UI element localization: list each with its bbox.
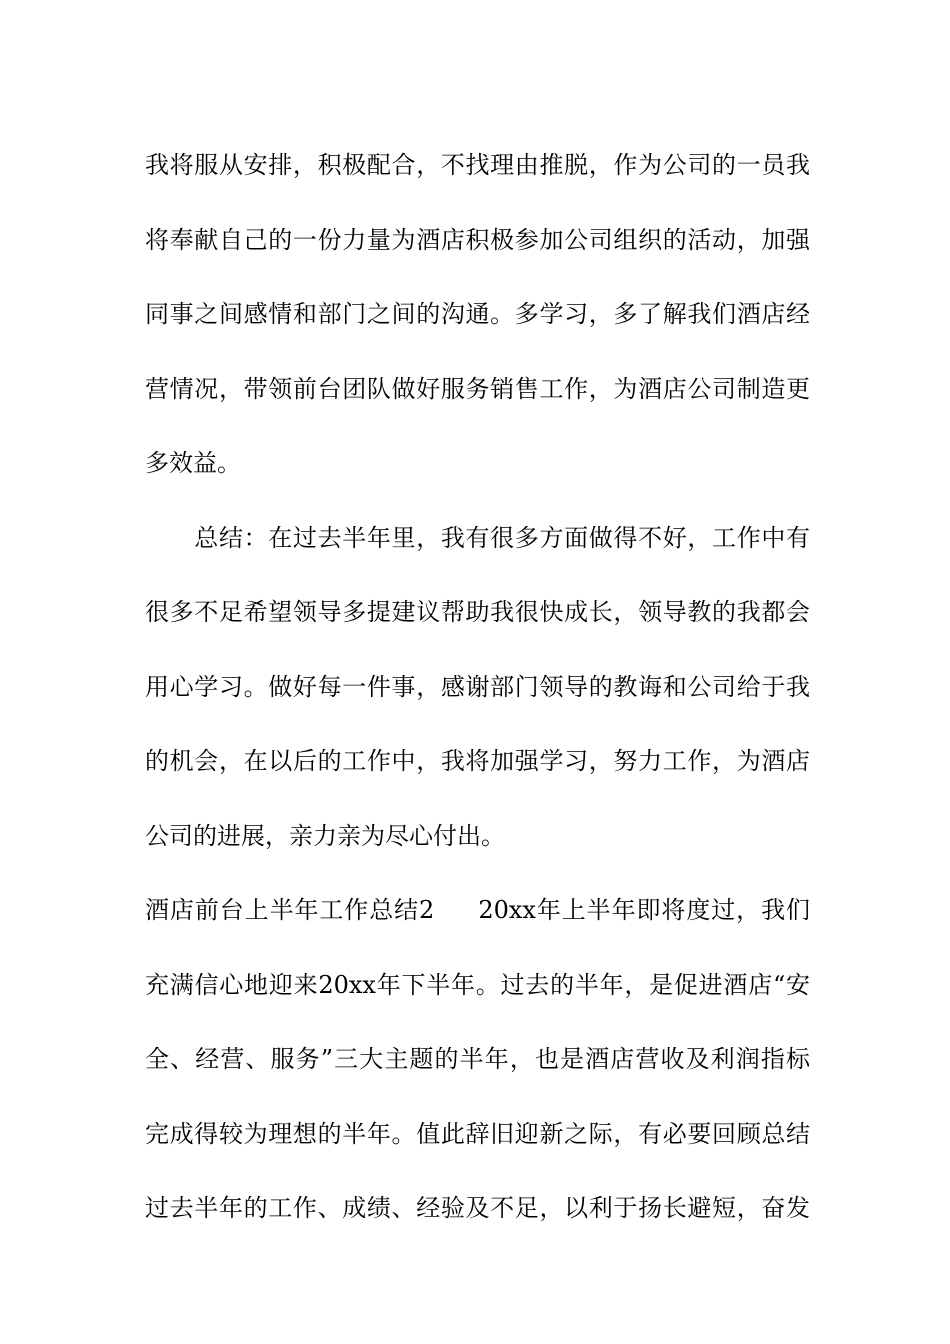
section-heading: 酒店前台上半年工作总结2: [145, 896, 435, 924]
text-line: 完成得较为理想的半年。值此辞旧迎新之际，有必要回顾总结: [145, 1119, 810, 1148]
text-line: 公司的进展，亲力亲为尽心付出。: [145, 821, 505, 850]
text-line: 用心学习。做好每一件事，感谢部门领导的教诲和公司给于我: [145, 672, 810, 701]
text-line: 将奉献自己的一份力量为酒店积极参加公司组织的活动，加强: [145, 225, 810, 254]
text-line: 同事之间感情和部门之间的沟通。多学习，多了解我们酒店经: [145, 300, 810, 328]
text-line: 全、经营、服务”三大主题的半年，也是酒店营收及利润指标: [145, 1045, 810, 1073]
text-line: 营情况，带领前台团队做好服务销售工作，为酒店公司制造更: [145, 374, 810, 403]
document-body: [145, 128, 810, 1246]
text-line: 的机会，在以后的工作中，我将加强学习，努力工作，为酒店: [145, 747, 810, 775]
text-line: 充满信心地迎来20xx年下半年。过去的半年，是促进酒店“安: [145, 970, 810, 999]
text-line: 总结：在过去半年里，我有很多方面做得不好，工作中有: [145, 523, 810, 552]
text-line: 过去半年的工作、成绩、经验及不足，以利于扬长避短，奋发: [145, 1194, 810, 1222]
text-line: 很多不足希望领导多提建议帮助我很快成长，领导教的我都会: [145, 598, 810, 626]
text-line: 多效益。: [145, 449, 241, 477]
section-heading-line: [145, 873, 810, 948]
text-line: 20xx年上半年即将度过，我们: [478, 896, 810, 924]
text-line: 我将服从安排，积极配合，不找理由推脱，作为公司的一员我: [145, 151, 810, 179]
